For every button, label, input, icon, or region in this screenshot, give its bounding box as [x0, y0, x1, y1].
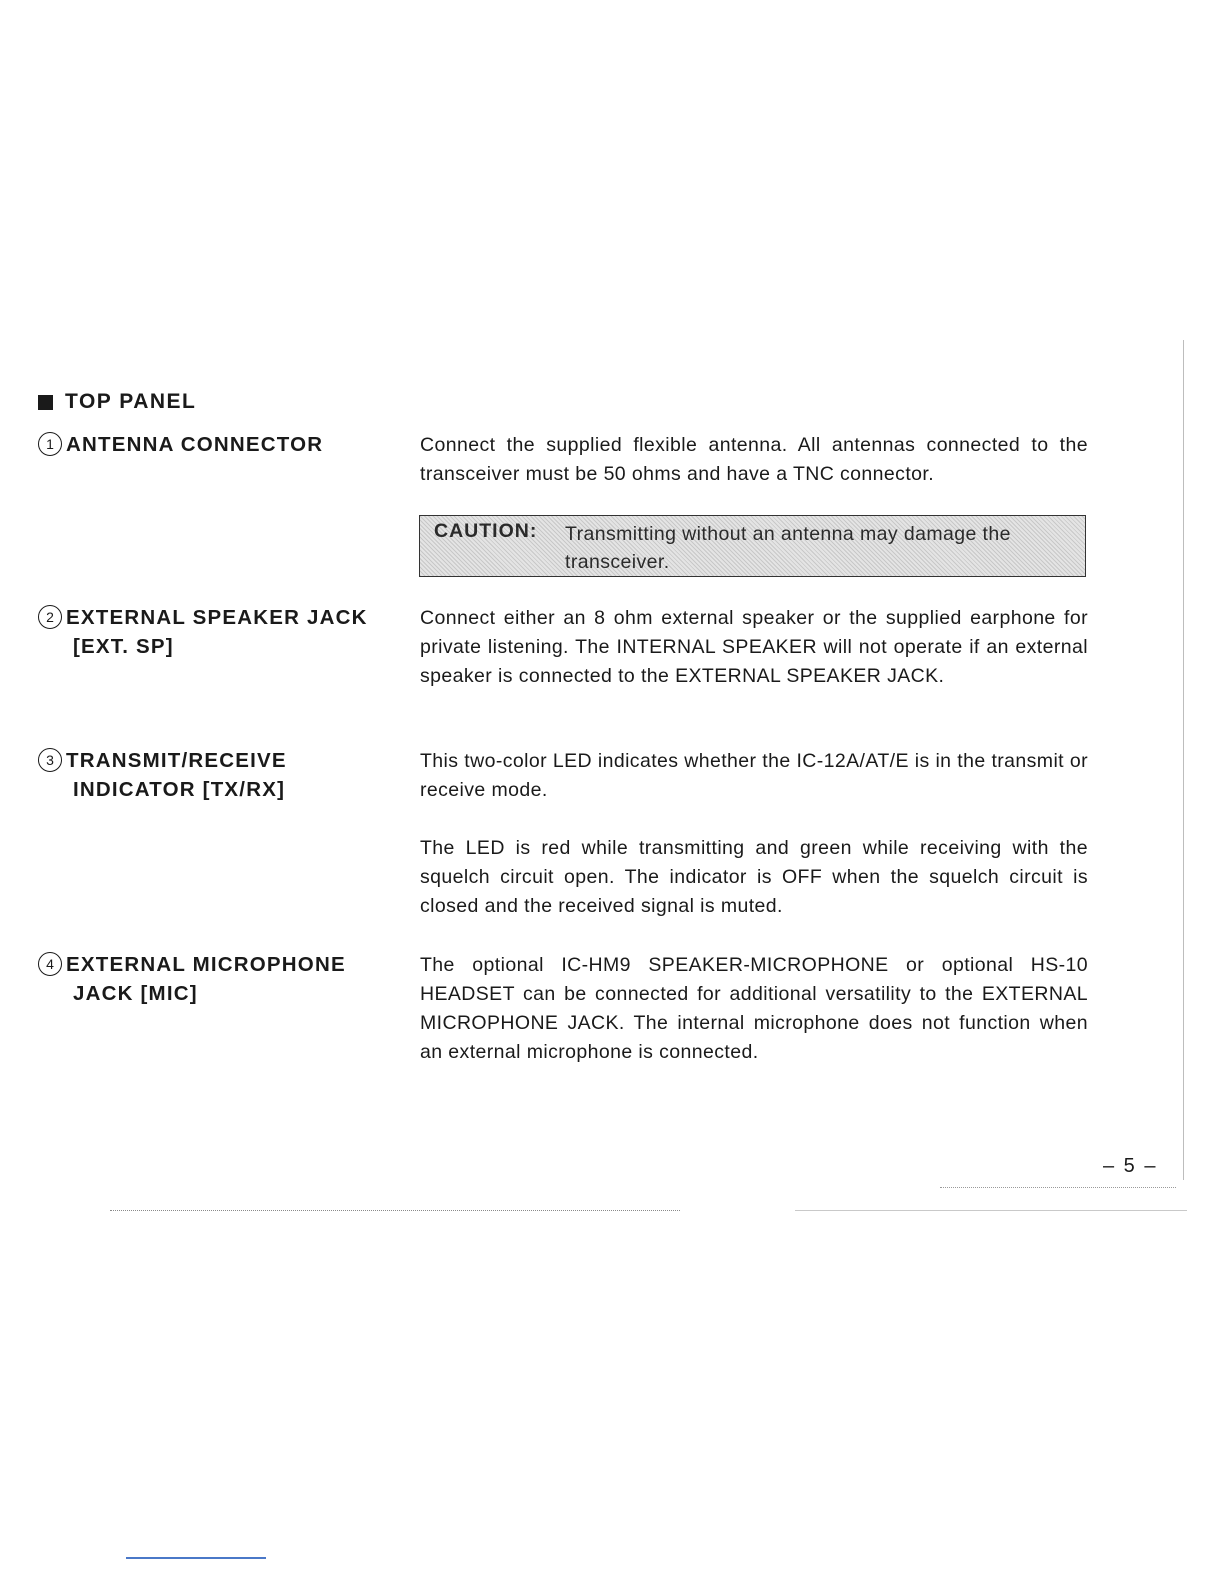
heading-line2: INDICATOR [TX/RX]: [73, 778, 286, 801]
description-transmit-receive-indicator: [420, 747, 1088, 921]
paragraph: The optional IC-HM9 SPEAKER-MICROPHONE or optional HS-10 HEADSET can be connected for additional versatility to the EXTERNAL MICROPHONE JACK. The internal microphone does not function when an external microphone is connected.: [420, 954, 1088, 1063]
caution-box: [419, 515, 1086, 577]
circled-number-2: 2: [38, 605, 62, 629]
description-external-microphone-jack: [420, 951, 1088, 1067]
page-number: – 5 –: [1103, 1155, 1158, 1177]
paragraph: The LED is red while transmitting and green while receiving with the squelch circuit open. The indicator is OFF when the squelch circuit is closed and the received signal is muted.: [420, 837, 1088, 917]
item-heading-transmit-receive-indicator: [38, 746, 398, 804]
item-heading-external-speaker-jack: [38, 603, 398, 661]
paragraph: Connect the supplied flexible antenna. All antennas connected to the transceiver must be 50 ohms and have a TNC connector.: [420, 434, 1088, 485]
item-heading-antenna-connector: [38, 430, 398, 459]
square-bullet-icon: [38, 395, 53, 410]
heading-line2: JACK [MIC]: [73, 982, 198, 1005]
circled-number-3: 3: [38, 748, 62, 772]
circled-number-4: 4: [38, 952, 62, 976]
description-external-speaker-jack: [420, 604, 1088, 691]
section-title: [38, 390, 196, 414]
heading-line1: ANTENNA CONNECTOR: [66, 433, 324, 456]
caution-label: CAUTION:: [434, 520, 538, 542]
heading-line1: EXTERNAL MICROPHONE: [66, 953, 346, 976]
right-edge-rule: [1183, 340, 1184, 1180]
blue-underline-mark: [126, 1557, 266, 1559]
bottom-rule-left: [110, 1210, 680, 1211]
heading-line2: [EXT. SP]: [73, 635, 174, 658]
paragraph: Connect either an 8 ohm external speaker or the supplied earphone for private listening. The INTERNAL SPEAKER will not operate if an external speaker is connected to the EXTERNAL SPEAKER JACK.: [420, 607, 1088, 687]
paragraph: This two-color LED indicates whether the IC-12A/AT/E is in the transmit or receive mode.: [420, 750, 1088, 801]
circled-number-1: 1: [38, 432, 62, 456]
heading-line1: TRANSMIT/RECEIVE: [66, 749, 287, 772]
heading-line1: EXTERNAL SPEAKER JACK: [66, 606, 368, 629]
page-number-rule: [940, 1187, 1176, 1188]
section-title-text: TOP PANEL: [65, 390, 197, 413]
caution-text: Transmitting without an antenna may damage the transceiver.: [565, 523, 1011, 573]
bottom-rule-right: [795, 1210, 1187, 1211]
item-heading-external-microphone-jack: [38, 950, 398, 1008]
description-antenna-connector: [420, 431, 1088, 489]
